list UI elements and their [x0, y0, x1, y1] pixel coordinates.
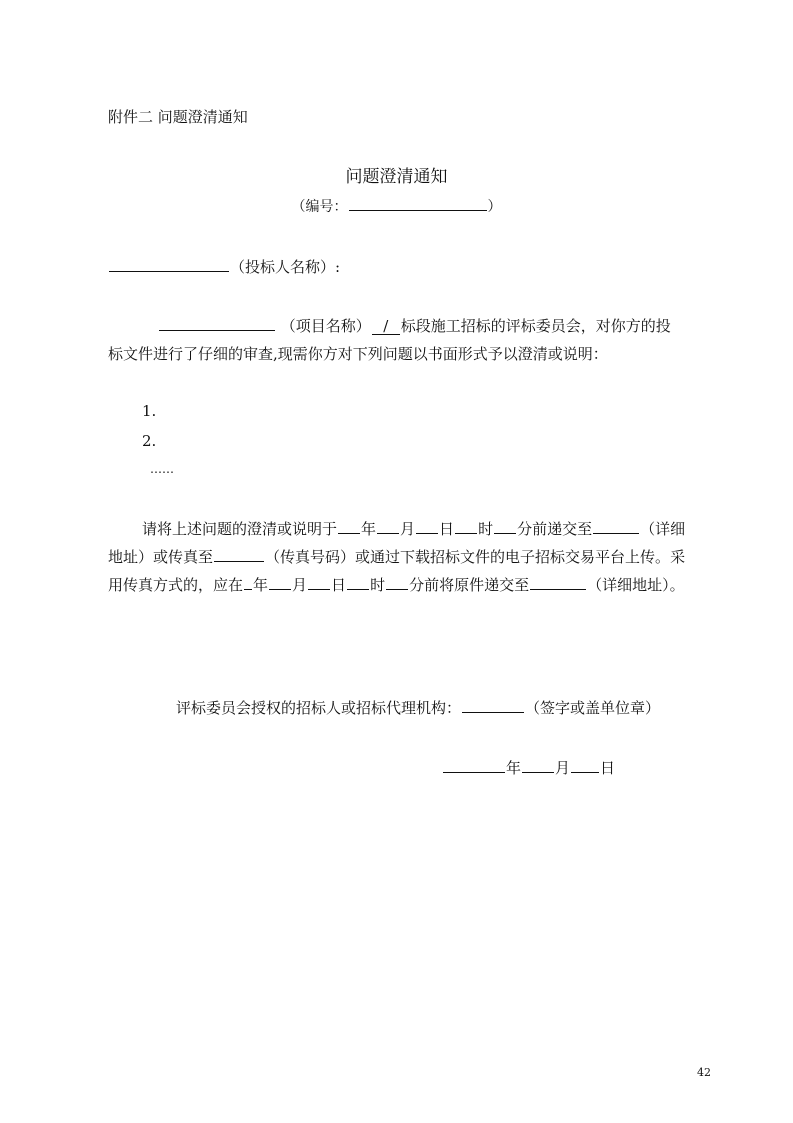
number-line: （编号： ） [0, 196, 793, 216]
fax-blank[interactable] [214, 546, 264, 562]
project-label: （项目名称） [280, 317, 371, 335]
slash-blank[interactable]: / [372, 319, 400, 335]
blank[interactable] [386, 574, 408, 590]
blank[interactable] [269, 574, 291, 590]
deadline-paragraph: 请将上述问题的澄清或说明于 年 月 日 时 分前递交至 （详细地址）或传真至 （传真号码）或通过下载招标文件的电子招标交易平台上传。采用传真方式的，应在 年 月 日 时 分前将原件递交至 （详细地址）。 [108, 520, 686, 594]
list-item: 2. [142, 432, 157, 450]
bidder-name-blank[interactable] [109, 256, 229, 272]
blank[interactable] [308, 574, 330, 590]
blank[interactable] [244, 574, 252, 590]
document-title: 问题澄清通知 [345, 167, 448, 187]
blank[interactable] [347, 574, 369, 590]
list-item: 1. [142, 402, 157, 420]
date-line: 年 月 日 [442, 757, 615, 778]
blank[interactable] [494, 518, 516, 534]
attachment-label: 附件二 问题澄清通知 [108, 108, 248, 126]
signature-blank[interactable] [462, 697, 524, 713]
date-year-blank[interactable] [443, 757, 505, 773]
list-item: …… [150, 462, 174, 476]
bidder-line: （投标人名称）: [108, 256, 340, 277]
project-name-blank[interactable] [159, 315, 275, 331]
address-blank[interactable] [530, 574, 586, 590]
page-number: 42 [697, 1066, 711, 1079]
blank[interactable] [416, 518, 438, 534]
signature-line: 评标委员会授权的招标人或招标代理机构： （签字或盖单位章） [176, 699, 661, 717]
address-blank[interactable] [593, 518, 639, 534]
number-blank[interactable] [349, 196, 487, 211]
blank[interactable] [377, 518, 399, 534]
date-month-blank[interactable] [522, 757, 554, 773]
date-day-blank[interactable] [571, 757, 599, 773]
blank[interactable] [455, 518, 477, 534]
intro-paragraph: （项目名称） / 标段施工招标的评标委员会，对你方的投 标文件进行了仔细的审查,现需你方对下列问题以书面形式予以澄清或说明： [108, 317, 671, 363]
blank[interactable] [338, 518, 360, 534]
